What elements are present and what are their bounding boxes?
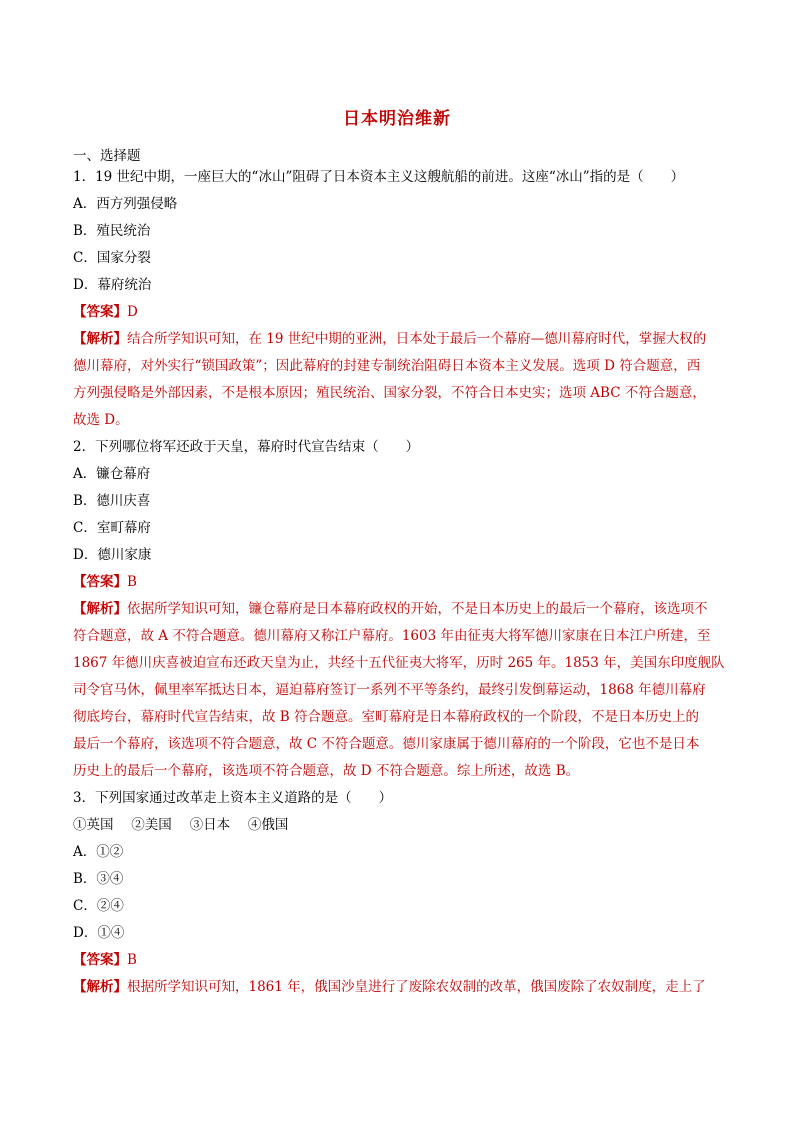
- question-3-answer: [73, 947, 723, 974]
- question-2-analysis-line-1: [73, 596, 723, 623]
- question-1-option-c: C．国家分裂: [73, 250, 151, 266]
- answer-tag: 【答案】: [73, 952, 127, 968]
- question-3-option-b: B．③④: [73, 871, 124, 887]
- question-1-analysis-line-3: 方列强侵略是外部因素，不是根本原因；殖民统治、国家分裂，不符合日本史实；选项 ABC 不符合题意，: [73, 385, 706, 401]
- question-1-analysis-line-4: 故选 D。: [73, 412, 129, 428]
- question-2-option-b: B．德川庆喜: [73, 493, 151, 509]
- question-2-option-d: D．德川家康: [73, 547, 152, 563]
- answer-value: B: [127, 574, 137, 590]
- analysis-text: 依据所学知识可知，镰仓幕府是日本幕府政权的开始，不是日本历史上的最后一个幕府，该选项不: [127, 601, 708, 617]
- question-2-stem: 2．下列哪位将军还政于天皇，幕府时代宣告结束（ ）: [73, 439, 420, 455]
- answer-tag: 【答案】: [73, 304, 127, 320]
- answer-tag: 【答案】: [73, 574, 127, 590]
- question-3-sub-items: ①英国 ②美国 ③日本 ④俄国: [73, 817, 289, 833]
- question-2-analysis-line-6: 最后一个幕府，该选项不符合题意，故 C 不符合题意。德川家康属于德川幕府的一个阶段，它也不是日本: [73, 736, 700, 752]
- analysis-text: 根据所学知识可知，1861 年，俄国沙皇进行了废除农奴制的改革，俄国废除了农奴制度，走上了: [127, 979, 706, 995]
- question-1-analysis-line-2: 德川幕府，对外实行“锁国政策”；因此幕府的封建专制统治阻碍日本资本主义发展。选项 D 符合题意，西: [73, 358, 701, 374]
- analysis-tag: 【解析】: [73, 601, 127, 617]
- question-1-analysis-line-1: [73, 326, 723, 353]
- question-body: [73, 164, 723, 1001]
- question-1-answer: [73, 299, 723, 326]
- question-2-analysis-line-5: 彻底垮台，幕府时代宣告结束，故 B 符合题意。室町幕府是日本幕府政权的一个阶段，不是日本历史上的: [73, 709, 700, 725]
- analysis-tag: 【解析】: [73, 979, 127, 995]
- analysis-tag: 【解析】: [73, 331, 127, 347]
- question-2-analysis-line-4: 司令官马休，佩里率军抵达日本，逼迫幕府签订一系列不平等条约，最终引发倒幕运动，1868 年德川幕府: [73, 682, 706, 698]
- question-3-option-d: D．①④: [73, 925, 125, 941]
- answer-value: D: [127, 304, 138, 320]
- question-3-option-a: A．①②: [73, 844, 124, 860]
- question-2-analysis-line-3: 1867 年德川庆喜被迫宣布还政天皇为止，共经十五代征夷大将军，历时 265 年。1853 年，美国东印度舰队: [73, 655, 725, 671]
- question-2-analysis-line-7: 历史上的最后一个幕府，该选项不符合题意，故 D 不符合题意。综上所述，故选 B。: [73, 763, 580, 779]
- question-1-option-d: D．幕府统治: [73, 277, 152, 293]
- question-3-stem: 3．下列国家通过改革走上资本主义道路的是（ ）: [73, 790, 393, 806]
- question-1-stem: 1．19 世纪中期，一座巨大的“冰山”阻碍了日本资本主义这艘航船的前进。这座“冰山”指的是（ ）: [73, 169, 685, 185]
- question-1-option-a: A．西方列强侵略: [73, 196, 178, 212]
- analysis-text: 结合所学知识可知，在 19 世纪中期的亚洲，日本处于最后一个幕府—德川幕府时代，掌握大权的: [127, 331, 707, 347]
- question-2-analysis-line-2: 符合题意，故 A 不符合题意。德川幕府又称江户幕府。1603 年由征夷大将军德川家康在日本江户所建，至: [73, 628, 711, 644]
- answer-value: B: [127, 952, 137, 968]
- question-2-option-a: A．镰仓幕府: [73, 466, 151, 482]
- section-heading: 一、选择题: [73, 148, 141, 164]
- question-1-option-b: B．殖民统治: [73, 223, 151, 239]
- question-3-analysis-line-1: [73, 974, 723, 1001]
- question-3-option-c: C．②④: [73, 898, 124, 914]
- question-2-option-c: C．室町幕府: [73, 520, 151, 536]
- page-title: 日本明治维新: [343, 109, 451, 129]
- question-2-answer: [73, 569, 723, 596]
